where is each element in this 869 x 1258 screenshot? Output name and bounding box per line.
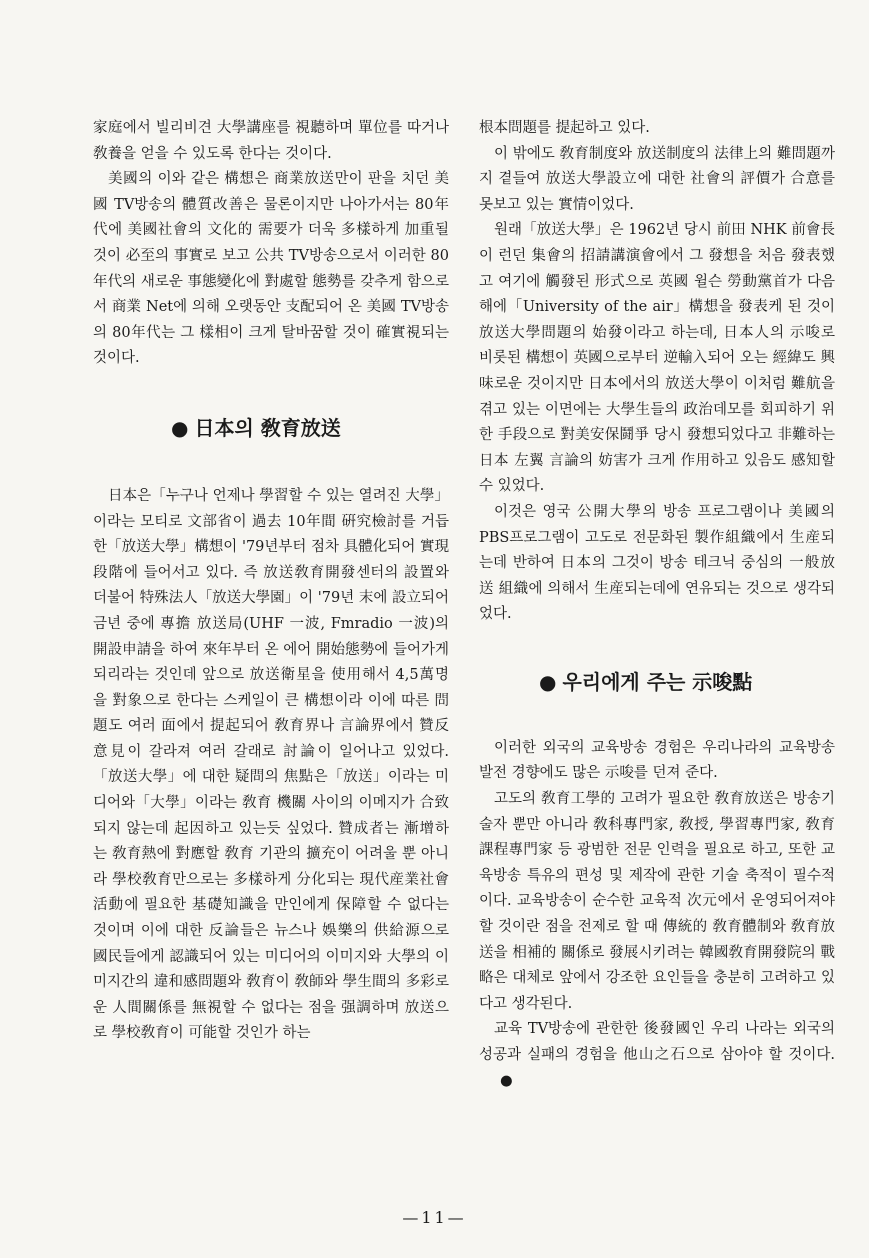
paragraph: 이러한 외국의 교육방송 경험은 우리나라의 교육방송 발전 경향에도 많은 示唆를 던져 준다. [479, 739, 835, 782]
paragraph: 원래「放送大學」은 1962년 당시 前田 NHK 前會長이 런던 集會의 招請講演會에서 그 發想을 처음 發表했고 여기에 觸發된 形式으로 英國 윌슨 勞動黨首가 다음 해에「University of the air」構想을 發表케 된 것이 放送大學問題의 始發이라고 하는데, 日本人의 示唆로 비롯된 構想이 英國으로부터 逆輸入되어 오는 經緯도 興味로운 것이지만 日本에서의 放送大學이 이처럼 難航을 겪고 있는 이면에는 大學生들의 政治데모를 회피하기 위한 手段으로 對美安保鬪爭 당시 發想되었다고 非難하는 日本 左翼 言論의 妨害가 크게 作用하고 있음도 感知할 수 있었다. [479, 222, 835, 495]
section-heading-text: 日本의 敎育放送 [194, 415, 341, 440]
bullet-icon: ● [171, 415, 189, 440]
page-number: —11— [402, 1208, 467, 1227]
paragraph [479, 1017, 835, 1094]
paragraph: 이 밖에도 敎育制度와 放送制度의 法律上의 難問題까지 곁들여 放送大學設立에 대한 社會의 評價가 合意를 못보고 있는 實情이었다. [479, 145, 835, 213]
paragraph: 家庭에서 빌리비견 大學講座를 視聽하며 單位를 따거나 敎養을 얻을 수 있도록 한다는 것이다. [93, 120, 449, 162]
bullet-icon: ● [539, 669, 557, 694]
paragraph: 日本은「누구나 언제나 學習할 수 있는 열려진 大學」이라는 모티로 文部省이 過去 10年間 硏究檢討를 거듭한「放送大學」構想이 '79년부터 점차 具體化되어 實現段階에 들어서고 있다. 즉 放送敎育開發센터의 設置와 더불어 特殊法人「放送大學園」이 '79년 末에 設立되어 금년 중에 專擔 放送局(UHF 一波, Fmradio 一波)의 開設申請을 하여 來年부터 온 에어 開始態勢에 들어가게 되리라는 것인데 앞으로 放送衛星을 使用해서 4,5萬명을 對象으로 한다는 스케일이 큰 構想이라 이에 따른 問題도 여러 面에서 提起되어 敎育界나 言論界에서 贊反意見이 갈라져 여러 갈래로 討論이 일어나고 있었다.「放送大學」에 대한 疑問의 焦點은「放送」이라는 미디어와「大學」이라는 敎育 機關 사이의 이메지가 合致되지 않는데 起因하고 있는듯 싶었다. 贊成者는 漸增하는 敎育熱에 對應할 敎育 기관의 擴充이 어려울 뿐 아니라 學校敎育만으로는 多樣하게 分化되는 現代産業社會活動에 필요한 基礎知識을 만인에게 保障할 수 없다는 것이며 이에 대한 反論들은 뉴스나 娛樂의 供給源으로 國民들에게 認識되어 있는 미디어의 이미지와 大學의 이미지간의 違和感問題와 敎育이 敎師와 學生間의 多彩로운 人間關係를 無視할 수 없다는 점을 强調하며 放送으로 學校敎育이 可能할 것인가 하는 [93, 487, 449, 1042]
end-mark-icon: ● [500, 1072, 513, 1089]
section-heading [539, 668, 835, 696]
left-column [93, 116, 449, 1047]
paragraph: 고도의 敎育工學的 고려가 필요한 敎育放送은 방송기술자 뿐만 아니라 敎科專門家, 敎授, 學習專門家, 敎育課程專門家 등 광범한 전문 인력을 필요로 하고, 또한 교육방송 특유의 편성 및 제작에 관한 기술 축적이 필수적이다. 교육방송이 순수한 교육적 次元에서 운영되어져야 할 것이란 점을 전제로 할 때 傳統的 敎育體制와 敎育放送을 相補的 關係로 發展시키려는 韓國敎育開發院의 戰略은 대체로 앞에서 강조한 요인들을 충분히 고려하고 있다고 생각된다. [479, 791, 835, 1012]
paragraph: 美國의 이와 같은 構想은 商業放送만이 판을 치던 美國 TV방송의 體質改善은 물론이지만 나아가서는 80年代에 美國社會의 文化的 需要가 더욱 多樣하게 加重될 것이 必至의 事實로 보고 公共 TV방송으로서 이러한 80年代의 새로운 事態變化에 對處할 態勢를 갖추게 함으로서 商業 Net에 의해 오랫동안 支配되어 온 美國 TV방송의 80年代는 그 樣相이 크게 탈바꿈할 것이 確實視되는 것이다. [93, 171, 449, 367]
section-heading [171, 414, 449, 442]
paragraph: 이것은 영국 公開大學의 방송 프로그램이나 美國의 PBS프로그램이 고도로 전문화된 製作組織에서 生産되는데 반하여 日本의 그것이 방송 테크닉 중심의 一般放送 組織에 의해서 生産되는데에 연유되는 것으로 생각되었다. [479, 503, 835, 623]
paragraph: 根本問題를 提起하고 있다. [479, 120, 650, 136]
paragraph-text: 교육 TV방송에 관한한 後發國인 우리 나라는 외국의 성공과 실패의 경험을 他山之石으로 삼아야 할 것이다. [479, 1021, 835, 1063]
section-heading-text: 우리에게 주는 示唆點 [562, 669, 753, 694]
right-column [479, 116, 835, 1094]
